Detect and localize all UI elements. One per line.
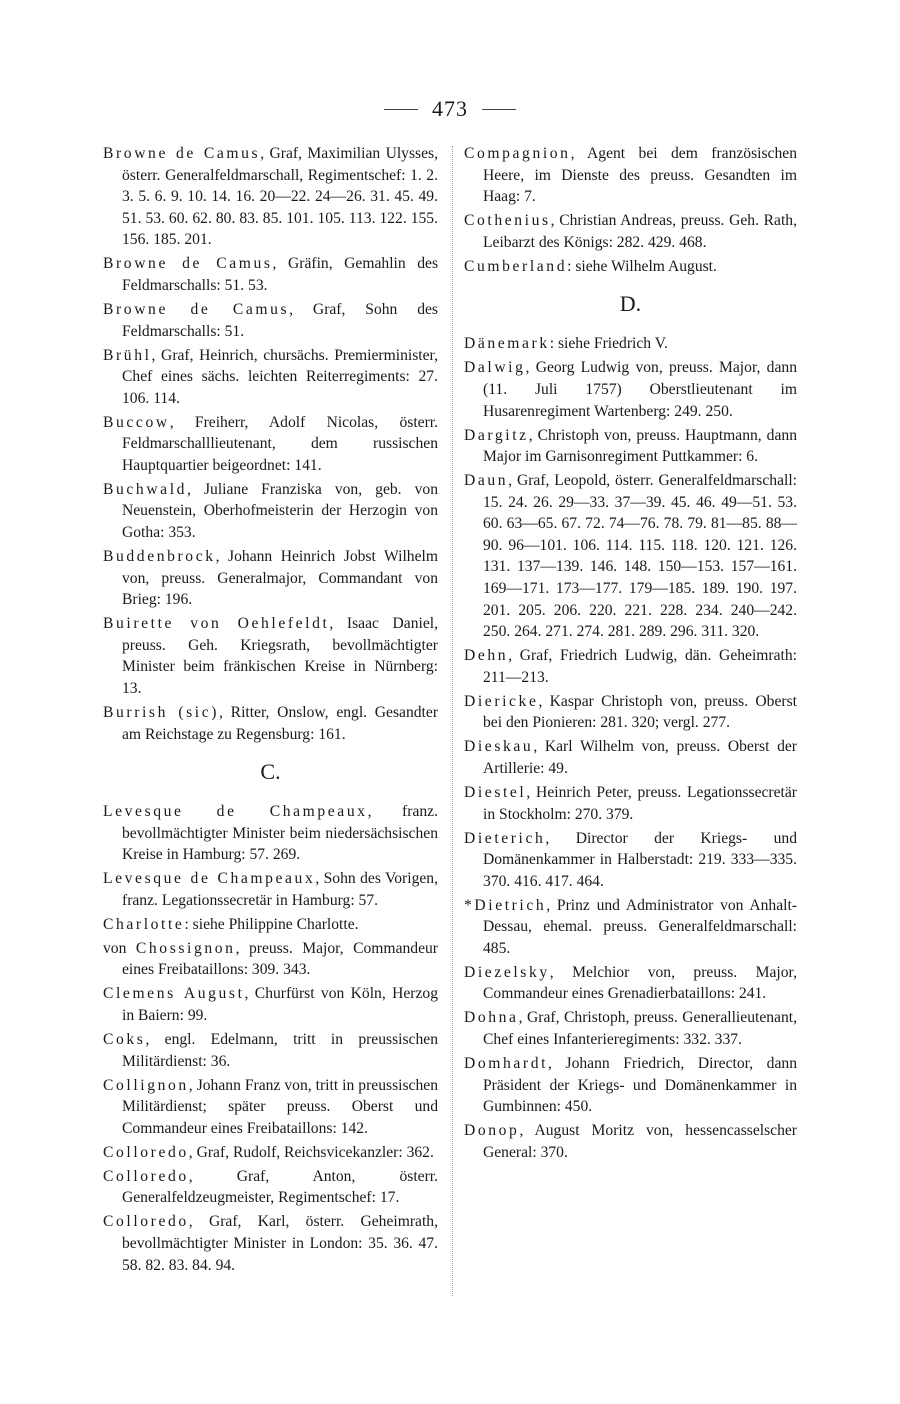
index-entry xyxy=(103,613,438,699)
entry-name: Levesque de Champeaux xyxy=(103,803,368,821)
index-entry xyxy=(464,691,797,734)
entry-text: , Karl Wilhelm von, preuss. Oberst der Artillerie: 49. xyxy=(483,738,797,777)
index-entry xyxy=(464,782,797,825)
entry-text: , Graf, Anton, österr. Generalfeldzeugmeister, Regimentschef: 17. xyxy=(122,1167,438,1207)
entry-name: Browne de Camus xyxy=(103,255,273,273)
index-entry xyxy=(464,425,797,468)
entry-name: Buirette von Oehlefeldt xyxy=(103,615,330,633)
right-column xyxy=(464,143,797,1166)
index-entry xyxy=(103,914,438,936)
index-entry xyxy=(103,253,438,296)
index-entry xyxy=(464,256,797,278)
index-entry xyxy=(103,546,438,611)
entry-text: , Melchior von, preuss. Major, Commandeur eines Grenadierbataillons: 241. xyxy=(483,963,797,1003)
entry-name: Daun xyxy=(464,472,509,490)
entry-text: , Graf, Christoph, preuss. Generallieutenant, Chef eines Infanterieregiments: 332. 337. xyxy=(483,1009,797,1049)
entry-name: Dieskau xyxy=(464,738,534,756)
entry-name: Coks xyxy=(103,1031,146,1049)
entry-text: , Johann Friedrich, Director, dann Präsident der Kriegs- und Domänenkammer in Gumbinnen: 450. xyxy=(483,1055,797,1116)
entry-text: , Christoph von, preuss. Hauptmann, dann Major im Garnisonregiment Puttkammer: 6. xyxy=(483,426,797,466)
entry-text: : siehe Wilhelm August. xyxy=(567,257,717,275)
index-entry xyxy=(464,1007,797,1050)
index-entry xyxy=(103,1166,438,1209)
entry-text: , Isaac Daniel, preuss. Geh. Kriegsrath, bevollmächtigter Minister beim fränkischen Kreise in Nürnberg: 13. xyxy=(122,615,438,697)
entry-text: , Johann Heinrich Jobst Wilhelm von, preuss. Generalmajor, Commandant von Brieg: 196. xyxy=(122,548,438,609)
entry-name: Burrish (sic) xyxy=(103,703,220,721)
entry-text: , Gräfin, Gemahlin des Feldmarschalls: 51. 53. xyxy=(122,255,439,294)
entry-text: , engl. Edelmann, tritt in preussischen Militärdienst: 36. xyxy=(122,1031,438,1070)
entry-text: , Agent bei dem französischen Heere, im Dienste des preuss. Gesandten im Haag: 7. xyxy=(483,145,797,206)
entry-name: Dehn xyxy=(464,647,509,665)
index-entry xyxy=(103,983,438,1026)
entry-text: , Juliane Franziska von, geb. von Neuenstein, Oberhofmeisterin der Herzogin von Gotha: 353. xyxy=(122,480,438,542)
entry-text: , Johann Franz von, tritt in preussischen Militärdienst; später preuss. Oberst und Commandeur eines Freibataillons: 142. xyxy=(122,1076,438,1137)
index-entry xyxy=(103,1075,438,1140)
entry-text: , Graf, Rudolf, Reichsvicekanzler: 362. xyxy=(188,1143,434,1161)
column-divider xyxy=(452,146,453,1296)
index-entry xyxy=(103,801,438,866)
entry-text: , Ritter, Onslow, engl. Gesandter am Reichstage zu Regensburg: 161. xyxy=(122,703,439,743)
entry-name: Cothenius xyxy=(464,212,551,230)
index-entry xyxy=(103,938,438,981)
entry-text: , Churfürst von Köln, Herzog in Baiern: 99. xyxy=(122,985,438,1025)
entry-name: Collignon xyxy=(103,1076,189,1094)
index-entry xyxy=(103,868,438,911)
index-entry xyxy=(103,1029,438,1072)
entry-name: Colloredo xyxy=(103,1167,189,1185)
entry-text: , Christian Andreas, preuss. Geh. Rath, Leibarzt des Königs: 282. 429. 468. xyxy=(483,212,797,251)
index-entry xyxy=(464,210,797,253)
entry-text: , Director der Kriegs- und Domänenkammer in Halberstadt: 219. 333—335. 370. 416. 417. 464. xyxy=(483,829,797,890)
entry-name: Browne de Camus xyxy=(103,145,261,162)
section-letter: C. xyxy=(260,759,281,785)
entry-name: Diestel xyxy=(464,783,527,801)
header-rule-right xyxy=(482,109,516,110)
entry-text: , Graf, Leopold, österr. Generalfeldmarschall: 15. 24. 26. 29—33. 37—39. 45. 46. 49—51. 53. 60. 63—65. 67. 72. 74—76. 78. 79. 81—85. 88—90. 96—101. 106. 114. 115. 118. 120. 121. 126. 131. 137—139. 146. 148. 150—153. 157—161. 169—171. 173—177. 179—185. 189. 190. 197. 201. 205. 206. 220. 221. 228. 234. 240—242. 250. 264. 271. 274. 281. 289. 296. 311. 320. xyxy=(483,472,797,641)
entry-name: Diericke xyxy=(464,692,539,710)
entry-name: Dohna xyxy=(464,1009,519,1027)
entry-name: Colloredo xyxy=(103,1143,189,1161)
index-entry xyxy=(103,412,438,477)
entry-text: , Prinz und Administrator von Anhalt-Dessau, ehemal. preuss. Generalfeldmarschall: 485. xyxy=(483,896,797,957)
entry-text: , Graf, Friedrich Ludwig, dän. Geheimrath: 211—213. xyxy=(483,647,797,686)
entry-name: Clemens August xyxy=(103,985,245,1003)
index-entry xyxy=(103,1211,438,1276)
entry-name: Domhardt xyxy=(464,1055,549,1073)
page-header xyxy=(0,96,900,122)
entry-text: , preuss. Major, Commandeur eines Freibataillons: 309. 343. xyxy=(122,939,438,979)
entry-name: Dänemark xyxy=(464,335,550,353)
entry-text: , Georg Ludwig von, preuss. Major, dann (11. Juli 1757) Oberstlieutenant im Husarenregiment Wartenberg: 249. 250. xyxy=(483,359,797,420)
entry-prefix: von xyxy=(103,939,136,957)
index-entry xyxy=(464,143,797,208)
entry-name: Buccow xyxy=(103,413,170,431)
entry-name: Browne de Camus xyxy=(103,300,290,318)
index-entry xyxy=(103,299,438,342)
index-entry xyxy=(464,1120,797,1163)
index-entry xyxy=(464,736,797,779)
entry-text: , Graf, Karl, österr. Geheimrath, bevollmächtigter Minister in London: 35. 36. 47. 58. 82. 83. 84. 94. xyxy=(122,1213,438,1274)
entry-name: Buddenbrock xyxy=(103,548,216,566)
section-letter: D. xyxy=(619,291,642,317)
entry-text: , franz. bevollmächtigter Minister beim niedersächsischen Kreise in Hamburg: 57. 269. xyxy=(122,803,438,864)
index-entry xyxy=(464,895,797,960)
entry-name: Dieterich xyxy=(464,829,546,847)
entry-name: Buchwald xyxy=(103,480,188,498)
entry-name: Compagnion xyxy=(464,145,571,162)
entry-text: , Graf, Maximilian Ulysses, österr. Generalfeldmarschall, Regimentschef: 1. 2. 3. 5. 6. 9. 10. 14. 16. 20—22. 24—26. 31. 45. 49. 51. 53. 60. 62. 80. 83. 85. 101. 105. 113. 122. 155. 156. 185. 201. xyxy=(122,145,438,249)
index-entry xyxy=(103,479,438,544)
entry-text: , August Moritz von, hessencasselscher General: 370. xyxy=(483,1122,797,1161)
index-entry xyxy=(103,702,438,745)
entry-name: Dargitz xyxy=(464,426,529,444)
entry-text: , Heinrich Peter, preuss. Legationssecretär in Stockholm: 270. 379. xyxy=(483,783,797,823)
entry-name: Charlotte xyxy=(103,915,185,933)
left-column xyxy=(103,143,438,1279)
entry-text: , Kaspar Christoph von, preuss. Oberst bei den Pionieren: 281. 320; vergl. 277. xyxy=(483,692,797,732)
entry-name: Cumberland xyxy=(464,257,568,275)
entry-name: *Dietrich xyxy=(464,896,547,914)
entry-text: , Sohn des Vorigen, franz. Legationssecretär in Hamburg: 57. xyxy=(122,870,438,909)
entry-name: Colloredo xyxy=(103,1213,189,1231)
entry-text: : siehe Philippine Charlotte. xyxy=(184,915,359,933)
index-entry xyxy=(464,333,797,355)
entry-name: Chossignon xyxy=(135,939,236,957)
index-entry xyxy=(464,1053,797,1118)
index-entry xyxy=(464,962,797,1005)
index-entry xyxy=(103,1142,438,1164)
entry-name: Dalwig xyxy=(464,359,526,377)
index-entry xyxy=(464,828,797,893)
index-entry xyxy=(464,470,797,643)
index-entry xyxy=(464,645,797,688)
entry-name: Diezelsky xyxy=(464,963,550,981)
entry-text: , Graf, Heinrich, chursächs. Premierminister, Chef eines sächs. leichten Reiterregiments: 27. 106. 114. xyxy=(122,346,438,407)
index-entry xyxy=(103,143,438,251)
entry-name: Donop xyxy=(464,1122,520,1140)
index-entry xyxy=(464,357,797,422)
entry-text: , Graf, Sohn des Feldmarschalls: 51. xyxy=(122,300,438,340)
page-number: 473 xyxy=(432,96,468,121)
entry-text: , Freiherr, Adolf Nicolas, österr. Feldmarschalllieutenant, dem russischen Hauptquartier beigeordnet: 141. xyxy=(122,413,438,474)
entry-name: Levesque de Champeaux xyxy=(103,870,316,888)
entry-name: Brühl xyxy=(103,346,152,364)
index-entry xyxy=(103,345,438,410)
header-rule-left xyxy=(384,109,418,110)
entry-text: : siehe Friedrich V. xyxy=(549,335,668,353)
